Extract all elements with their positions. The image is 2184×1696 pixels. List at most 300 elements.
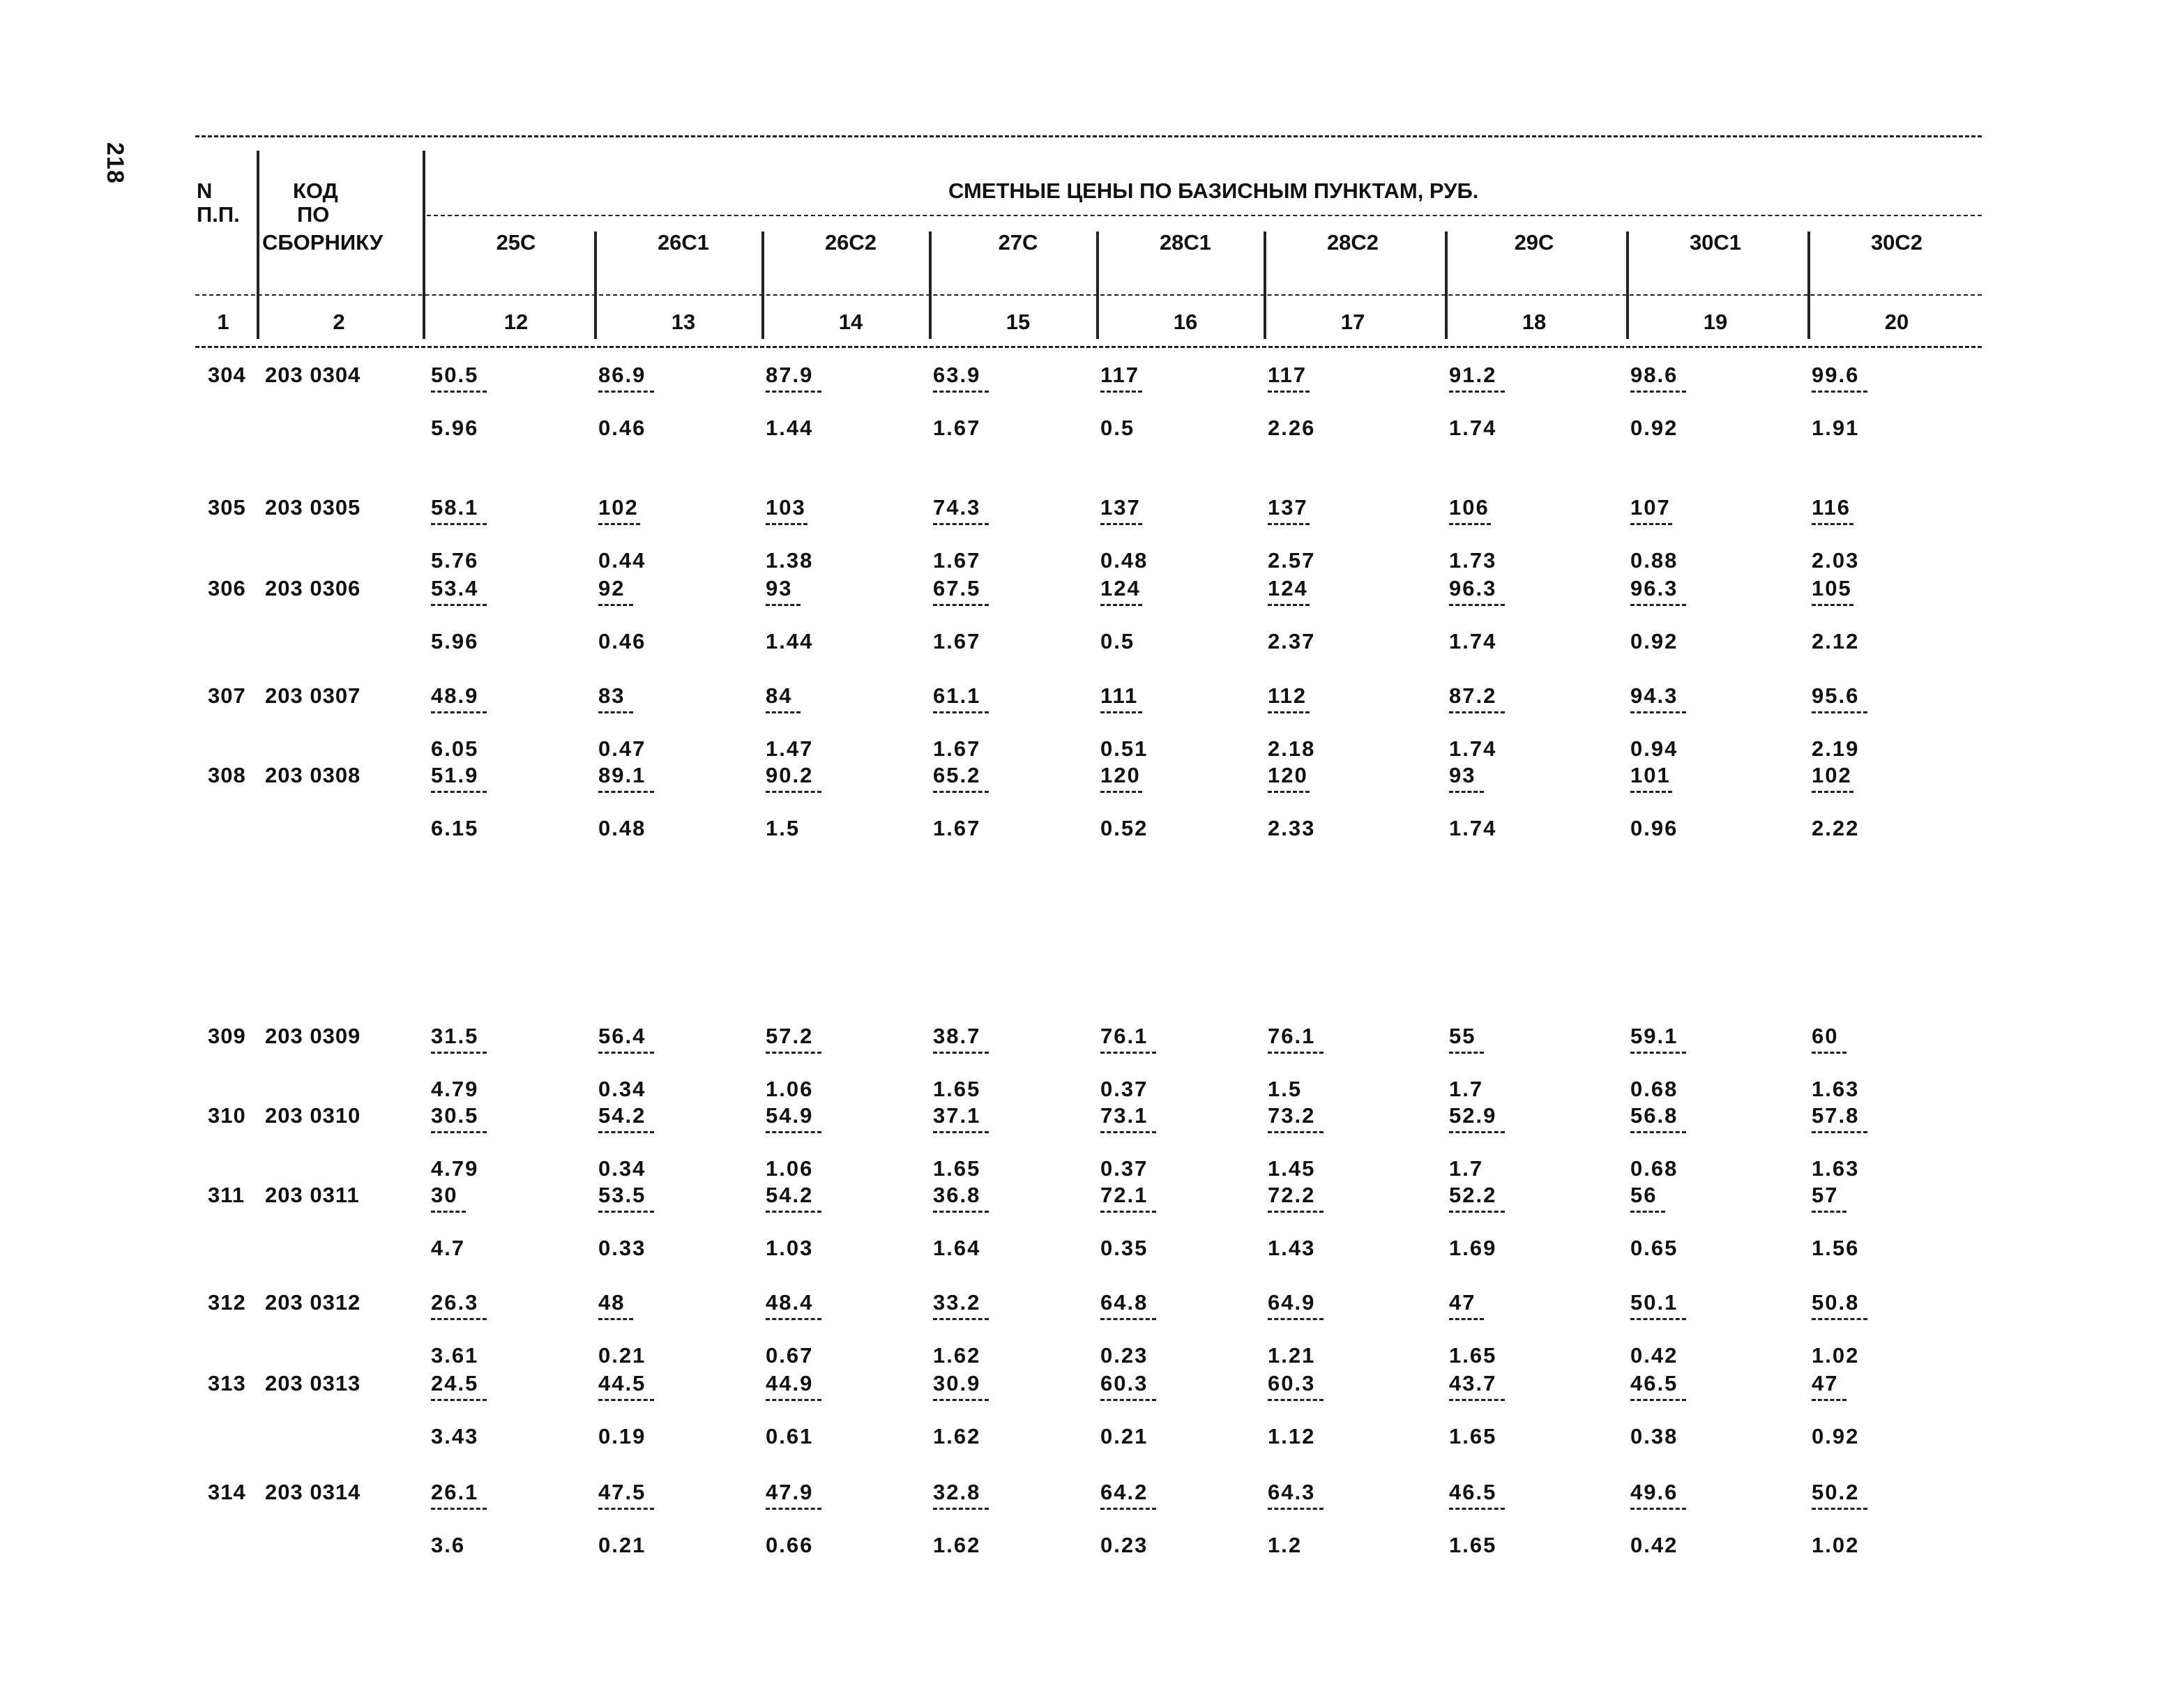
column-divider <box>761 232 764 339</box>
price-value: 54.9 <box>766 1103 814 1128</box>
fraction-line <box>766 1508 821 1510</box>
price-secondary-value: 1.91 <box>1812 416 1860 440</box>
price-secondary-value: 2.22 <box>1812 816 1860 840</box>
fraction-line <box>598 1399 654 1401</box>
price-secondary-value: 3.6 <box>431 1533 466 1557</box>
price-value: 64.3 <box>1268 1480 1316 1504</box>
price-value: 58.1 <box>431 495 479 520</box>
price-secondary-value: 0.92 <box>1630 629 1678 653</box>
price-value: 50.5 <box>431 363 479 387</box>
fraction-line <box>1630 1508 1686 1510</box>
price-secondary-value: 0.66 <box>766 1533 814 1557</box>
price-secondary-value: 1.67 <box>933 816 981 840</box>
price-value: 103 <box>766 495 806 520</box>
row-number: 306 <box>208 576 246 600</box>
header-bottom-rule <box>195 346 1982 348</box>
column-header: 27С <box>998 230 1038 255</box>
fraction-line <box>766 1131 821 1133</box>
fraction-line <box>431 391 487 393</box>
price-secondary-value: 1.44 <box>766 416 814 440</box>
price-secondary-value: 1.5 <box>766 816 801 840</box>
price-value: 87.9 <box>766 363 814 387</box>
fraction-line <box>1630 711 1686 713</box>
price-secondary-value: 1.03 <box>766 1236 814 1260</box>
price-secondary-value: 1.06 <box>766 1077 814 1101</box>
fraction-line <box>1449 791 1484 793</box>
fraction-line <box>431 1508 487 1510</box>
price-value: 137 <box>1100 495 1141 520</box>
price-value: 51.9 <box>431 763 479 787</box>
price-value: 87.2 <box>1449 683 1497 708</box>
price-secondary-value: 1.63 <box>1812 1077 1860 1101</box>
fraction-line <box>933 604 989 606</box>
price-secondary-value: 2.57 <box>1268 548 1316 573</box>
price-secondary-value: 1.45 <box>1268 1156 1316 1181</box>
fraction-line <box>1812 604 1853 606</box>
price-value: 56.8 <box>1630 1103 1678 1128</box>
price-value: 90.2 <box>766 763 814 787</box>
price-secondary-value: 1.44 <box>766 629 814 653</box>
price-secondary-value: 0.51 <box>1100 736 1148 761</box>
fraction-line <box>766 711 801 713</box>
price-secondary-value: 1.65 <box>1449 1343 1497 1368</box>
price-secondary-value: 1.5 <box>1268 1077 1303 1101</box>
fraction-line <box>1630 1052 1686 1054</box>
row-code: 203 0314 <box>265 1480 361 1504</box>
header-number-label-2: П.П. <box>197 202 240 227</box>
price-value: 43.7 <box>1449 1371 1497 1395</box>
price-secondary-value: 1.65 <box>1449 1533 1497 1557</box>
price-secondary-value: 0.5 <box>1100 629 1135 653</box>
fraction-line <box>1812 1131 1867 1133</box>
group-title: СМЕТНЫЕ ЦЕНЫ ПО БАЗИСНЫМ ПУНКТАМ, РУБ. <box>948 179 1479 203</box>
price-secondary-value: 0.46 <box>598 416 646 440</box>
fraction-line <box>598 523 640 525</box>
price-secondary-value: 4.79 <box>431 1156 479 1181</box>
price-value: 30.9 <box>933 1371 981 1395</box>
fraction-line <box>933 711 989 713</box>
fraction-line <box>598 604 633 606</box>
price-value: 65.2 <box>933 763 981 787</box>
fraction-line <box>431 1211 466 1213</box>
price-secondary-value: 0.94 <box>1630 736 1678 761</box>
price-value: 49.6 <box>1630 1480 1678 1504</box>
fraction-line <box>1449 1318 1484 1320</box>
fraction-line <box>431 1131 487 1133</box>
price-value: 120 <box>1100 763 1141 787</box>
fraction-line <box>1100 1399 1156 1401</box>
price-secondary-value: 4.79 <box>431 1077 479 1101</box>
price-value: 63.9 <box>933 363 981 387</box>
price-value: 73.1 <box>1100 1103 1148 1128</box>
price-secondary-value: 2.37 <box>1268 629 1316 653</box>
header-top-rule <box>195 135 1982 137</box>
price-secondary-value: 0.23 <box>1100 1533 1148 1557</box>
fraction-line <box>598 391 654 393</box>
fraction-line <box>598 1318 633 1320</box>
price-value: 60 <box>1812 1024 1839 1048</box>
price-secondary-value: 1.65 <box>933 1077 981 1101</box>
price-secondary-value: 0.92 <box>1812 1424 1860 1448</box>
fraction-line <box>1268 604 1310 606</box>
price-value: 56 <box>1630 1183 1658 1207</box>
price-value: 86.9 <box>598 363 646 387</box>
fraction-line <box>1812 791 1853 793</box>
header-divider <box>257 151 259 339</box>
column-divider <box>1264 232 1266 339</box>
price-secondary-value: 1.64 <box>933 1236 981 1260</box>
column-header: 30С1 <box>1689 230 1742 255</box>
price-secondary-value: 1.21 <box>1268 1343 1316 1368</box>
fraction-line <box>1630 391 1686 393</box>
fraction-line <box>933 791 989 793</box>
column-number: 18 <box>1522 310 1547 334</box>
fraction-line <box>1449 523 1491 525</box>
column-divider <box>1626 232 1629 339</box>
price-value: 98.6 <box>1630 363 1678 387</box>
page-number: 218 <box>102 142 128 184</box>
row-code: 203 0311 <box>265 1183 360 1207</box>
price-value: 83 <box>598 683 625 708</box>
price-value: 91.2 <box>1449 363 1497 387</box>
price-value: 116 <box>1812 495 1851 520</box>
price-secondary-value: 0.68 <box>1630 1156 1678 1181</box>
price-secondary-value: 1.62 <box>933 1343 981 1368</box>
column-header: 28С2 <box>1326 230 1379 255</box>
price-secondary-value: 1.38 <box>766 548 814 573</box>
fraction-line <box>431 1318 487 1320</box>
price-secondary-value: 6.15 <box>431 816 479 840</box>
price-value: 137 <box>1268 495 1308 520</box>
price-value: 38.7 <box>933 1024 981 1048</box>
price-value: 46.5 <box>1630 1371 1678 1395</box>
price-secondary-value: 5.76 <box>431 548 479 573</box>
fraction-line <box>1812 1399 1846 1401</box>
price-secondary-value: 0.35 <box>1100 1236 1148 1260</box>
price-secondary-value: 0.92 <box>1630 416 1678 440</box>
fraction-line <box>766 791 821 793</box>
price-secondary-value: 0.34 <box>598 1156 646 1181</box>
row-number: 309 <box>208 1024 246 1048</box>
fraction-line <box>933 1508 989 1510</box>
price-value: 48.4 <box>766 1290 814 1315</box>
fraction-line <box>1100 523 1142 525</box>
fraction-line <box>598 791 654 793</box>
price-value: 47.5 <box>598 1480 646 1504</box>
price-secondary-value: 0.21 <box>598 1343 646 1368</box>
fraction-line <box>933 391 989 393</box>
price-secondary-value: 0.96 <box>1630 816 1678 840</box>
column-header: 25С <box>496 230 536 255</box>
fraction-line <box>933 1318 989 1320</box>
fraction-line <box>1268 1508 1324 1510</box>
fraction-line <box>1630 604 1686 606</box>
fraction-line <box>1449 604 1505 606</box>
price-secondary-value: 5.96 <box>431 416 479 440</box>
price-secondary-value: 0.21 <box>1100 1424 1148 1448</box>
group-title-rule <box>427 215 1982 216</box>
price-value: 48.9 <box>431 683 479 708</box>
fraction-line <box>933 1399 989 1401</box>
fraction-line <box>766 1211 821 1213</box>
row-code: 203 0306 <box>265 576 361 600</box>
row-code: 203 0310 <box>265 1103 361 1128</box>
price-secondary-value: 1.65 <box>933 1156 981 1181</box>
fraction-line <box>1100 391 1142 393</box>
column-number: 17 <box>1340 310 1365 334</box>
row-number: 310 <box>208 1103 246 1128</box>
fraction-line <box>431 791 487 793</box>
price-value: 47 <box>1812 1371 1839 1395</box>
row-number: 305 <box>208 495 246 520</box>
price-value: 111 <box>1100 683 1139 708</box>
price-secondary-value: 0.37 <box>1100 1077 1148 1101</box>
header-code-label-3: СБОРНИКУ <box>262 230 384 255</box>
fraction-line <box>1100 1211 1156 1213</box>
fraction-line <box>933 523 989 525</box>
column-divider <box>1096 232 1099 339</box>
price-value: 117 <box>1268 363 1307 387</box>
price-secondary-value: 1.73 <box>1449 548 1497 573</box>
price-value: 64.8 <box>1100 1290 1148 1315</box>
price-secondary-value: 1.74 <box>1449 629 1497 653</box>
column-number: 16 <box>1173 310 1198 334</box>
row-number: 312 <box>208 1290 246 1315</box>
price-value: 76.1 <box>1268 1024 1316 1048</box>
price-value: 93 <box>766 576 793 600</box>
price-value: 57.2 <box>766 1024 814 1048</box>
price-value: 102 <box>1812 763 1852 787</box>
column-number: 12 <box>503 310 529 334</box>
price-value: 76.1 <box>1100 1024 1148 1048</box>
price-secondary-value: 0.48 <box>1100 548 1148 573</box>
price-secondary-value: 2.19 <box>1812 736 1860 761</box>
price-value: 52.2 <box>1449 1183 1497 1207</box>
column-number: 15 <box>1006 310 1031 334</box>
price-secondary-value: 0.42 <box>1630 1533 1678 1557</box>
fraction-line <box>1100 711 1142 713</box>
column-divider <box>1445 232 1448 339</box>
column-number: 1 <box>217 310 229 334</box>
price-secondary-value: 1.02 <box>1812 1343 1860 1368</box>
row-code: 203 0308 <box>265 763 361 787</box>
price-value: 26.3 <box>431 1290 479 1315</box>
price-value: 107 <box>1630 495 1671 520</box>
fraction-line <box>1449 1131 1505 1133</box>
price-secondary-value: 1.06 <box>766 1156 814 1181</box>
price-secondary-value: 1.74 <box>1449 816 1497 840</box>
price-value: 53.4 <box>431 576 479 600</box>
row-number: 314 <box>208 1480 246 1504</box>
row-number: 311 <box>208 1183 245 1207</box>
fraction-line <box>431 1399 487 1401</box>
fraction-line <box>766 1318 821 1320</box>
column-divider <box>1807 232 1810 339</box>
price-secondary-value: 2.18 <box>1268 736 1316 761</box>
fraction-line <box>1449 1399 1505 1401</box>
price-secondary-value: 2.12 <box>1812 629 1860 653</box>
fraction-line <box>1630 1399 1686 1401</box>
price-value: 112 <box>1268 683 1307 708</box>
fraction-line <box>1268 523 1310 525</box>
price-value: 64.9 <box>1268 1290 1316 1315</box>
fraction-line <box>1100 1131 1156 1133</box>
price-secondary-value: 0.65 <box>1630 1236 1678 1260</box>
fraction-line <box>933 1211 989 1213</box>
price-secondary-value: 2.33 <box>1268 816 1316 840</box>
price-secondary-value: 0.33 <box>598 1236 646 1260</box>
price-secondary-value: 1.2 <box>1268 1533 1303 1557</box>
price-value: 30 <box>431 1183 458 1207</box>
column-number: 19 <box>1703 310 1728 334</box>
price-table <box>195 132 1982 1597</box>
price-value: 106 <box>1449 495 1489 520</box>
price-value: 101 <box>1630 763 1671 787</box>
row-code: 203 0313 <box>265 1371 361 1395</box>
fraction-line <box>766 1052 821 1054</box>
price-secondary-value: 1.47 <box>766 736 814 761</box>
fraction-line <box>1100 1508 1156 1510</box>
price-value: 96.3 <box>1449 576 1497 600</box>
row-code: 203 0312 <box>265 1290 361 1315</box>
fraction-line <box>598 1131 654 1133</box>
fraction-line <box>1812 1508 1867 1510</box>
price-value: 96.3 <box>1630 576 1678 600</box>
price-secondary-value: 1.69 <box>1449 1236 1497 1260</box>
header-mid-rule <box>195 294 1982 296</box>
header-number-label: N <box>197 179 213 203</box>
price-secondary-value: 0.37 <box>1100 1156 1148 1181</box>
header-code-label: КОД <box>293 179 338 203</box>
price-value: 50.8 <box>1812 1290 1860 1315</box>
price-value: 84 <box>766 683 793 708</box>
price-secondary-value: 1.67 <box>933 416 981 440</box>
price-secondary-value: 1.62 <box>933 1533 981 1557</box>
fraction-line <box>1630 1318 1686 1320</box>
price-secondary-value: 1.62 <box>933 1424 981 1448</box>
row-code: 203 0304 <box>265 363 361 387</box>
row-number: 313 <box>208 1371 246 1395</box>
price-value: 30.5 <box>431 1103 479 1128</box>
price-secondary-value: 1.7 <box>1449 1156 1484 1181</box>
fraction-line <box>1812 1318 1867 1320</box>
price-value: 124 <box>1100 576 1141 600</box>
price-value: 94.3 <box>1630 683 1678 708</box>
price-secondary-value: 0.52 <box>1100 816 1148 840</box>
fraction-line <box>1100 791 1142 793</box>
fraction-line <box>933 1131 989 1133</box>
fraction-line <box>1630 523 1672 525</box>
row-code: 203 0305 <box>265 495 361 520</box>
price-value: 54.2 <box>598 1103 646 1128</box>
price-secondary-value: 0.48 <box>598 816 646 840</box>
price-value: 72.1 <box>1100 1183 1148 1207</box>
fraction-line <box>766 604 801 606</box>
price-secondary-value: 0.61 <box>766 1424 814 1448</box>
fraction-line <box>1630 1211 1665 1213</box>
price-value: 67.5 <box>933 576 981 600</box>
fraction-line <box>1812 523 1853 525</box>
price-value: 73.2 <box>1268 1103 1316 1128</box>
price-value: 102 <box>598 495 639 520</box>
price-value: 24.5 <box>431 1371 479 1395</box>
price-secondary-value: 1.12 <box>1268 1424 1316 1448</box>
price-value: 55 <box>1449 1024 1476 1048</box>
column-number: 14 <box>838 310 863 334</box>
price-secondary-value: 0.42 <box>1630 1343 1678 1368</box>
fraction-line <box>933 1052 989 1054</box>
fraction-line <box>1268 1131 1324 1133</box>
column-header: 29С <box>1514 230 1554 255</box>
price-secondary-value: 0.88 <box>1630 548 1678 573</box>
price-value: 44.5 <box>598 1371 646 1395</box>
price-value: 46.5 <box>1449 1480 1497 1504</box>
fraction-line <box>1268 1052 1324 1054</box>
price-secondary-value: 6.05 <box>431 736 479 761</box>
price-secondary-value: 4.7 <box>431 1236 466 1260</box>
row-code: 203 0309 <box>265 1024 361 1048</box>
fraction-line <box>598 1508 654 1510</box>
price-secondary-value: 0.46 <box>598 629 646 653</box>
fraction-line <box>1449 391 1505 393</box>
price-value: 33.2 <box>933 1290 981 1315</box>
fraction-line <box>1268 1399 1324 1401</box>
price-secondary-value: 1.67 <box>933 548 981 573</box>
fraction-line <box>1100 1052 1156 1054</box>
fraction-line <box>766 523 807 525</box>
price-secondary-value: 0.67 <box>766 1343 814 1368</box>
price-secondary-value: 1.74 <box>1449 416 1497 440</box>
price-value: 44.9 <box>766 1371 814 1395</box>
column-number: 13 <box>671 310 696 334</box>
price-value: 31.5 <box>431 1024 479 1048</box>
column-header: 30С2 <box>1870 230 1923 255</box>
price-value: 47.9 <box>766 1480 814 1504</box>
price-secondary-value: 0.21 <box>598 1533 646 1557</box>
price-secondary-value: 1.7 <box>1449 1077 1484 1101</box>
price-value: 57 <box>1812 1183 1839 1207</box>
column-header: 28С1 <box>1159 230 1212 255</box>
fraction-line <box>1812 1052 1846 1054</box>
header-divider <box>423 151 425 339</box>
fraction-line <box>431 523 487 525</box>
fraction-line <box>1630 1131 1686 1133</box>
price-value: 47 <box>1449 1290 1476 1315</box>
price-value: 124 <box>1268 576 1308 600</box>
price-secondary-value: 1.65 <box>1449 1424 1497 1448</box>
price-secondary-value: 1.43 <box>1268 1236 1316 1260</box>
fraction-line <box>1449 1211 1505 1213</box>
price-secondary-value: 1.74 <box>1449 736 1497 761</box>
column-divider <box>929 232 932 339</box>
fraction-line <box>1449 711 1505 713</box>
price-value: 36.8 <box>933 1183 981 1207</box>
price-value: 72.2 <box>1268 1183 1316 1207</box>
price-secondary-value: 1.67 <box>933 736 981 761</box>
fraction-line <box>766 1399 821 1401</box>
price-value: 99.6 <box>1812 363 1860 387</box>
fraction-line <box>431 604 487 606</box>
column-header: 26С2 <box>824 230 877 255</box>
column-number: 2 <box>333 310 345 334</box>
row-number: 308 <box>208 763 246 787</box>
row-code: 203 0307 <box>265 683 361 708</box>
fraction-line <box>598 1211 654 1213</box>
price-secondary-value: 5.96 <box>431 629 479 653</box>
price-value: 56.4 <box>598 1024 646 1048</box>
price-value: 50.1 <box>1630 1290 1678 1315</box>
fraction-line <box>1100 1318 1156 1320</box>
